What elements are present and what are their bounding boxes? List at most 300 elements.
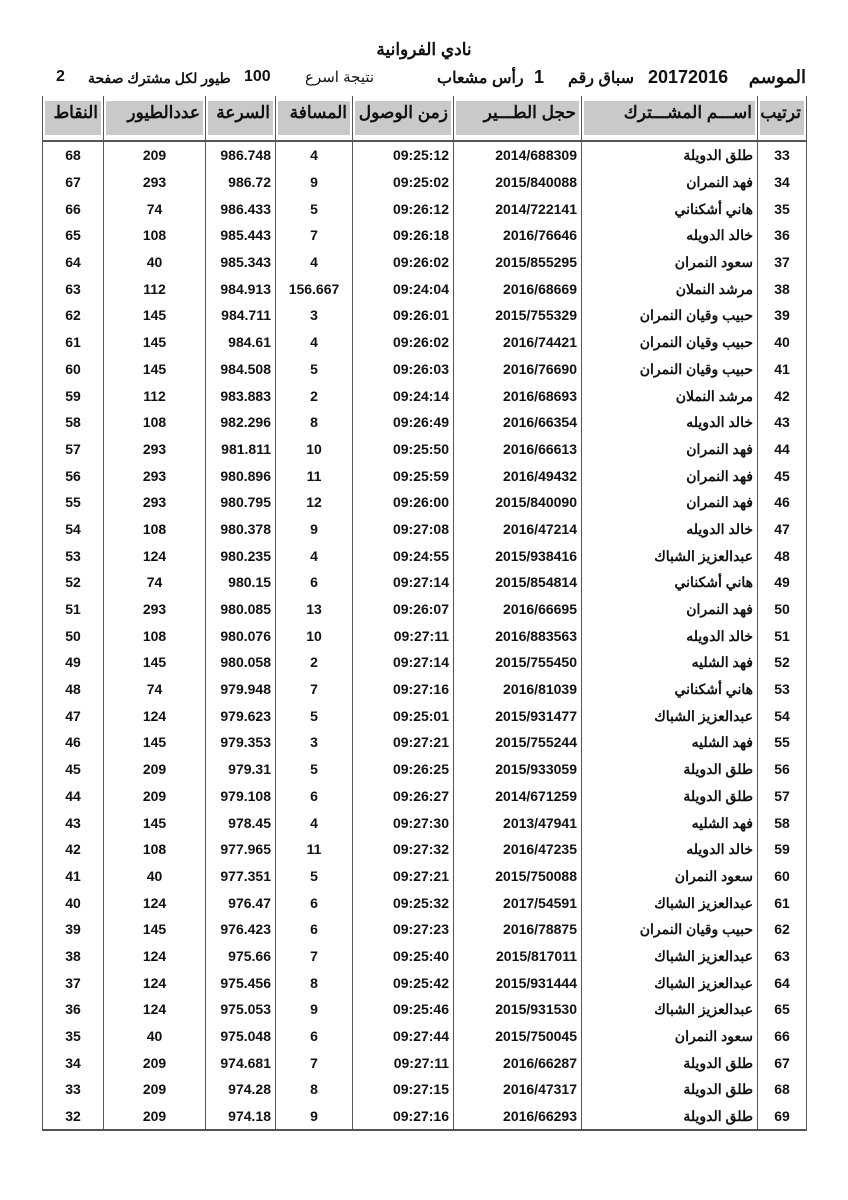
- cell-points: 34: [43, 1049, 104, 1076]
- cell-name: عبدالعزيز الشباك: [582, 542, 758, 569]
- col-speed: السرعة: [206, 96, 276, 141]
- cell-time: 09:24:55: [353, 542, 454, 569]
- cell-distance: 13: [276, 596, 353, 623]
- cell-speed: 979.108: [206, 783, 276, 810]
- cell-ring: 2014/671259: [454, 783, 582, 810]
- cell-name: مرشد النملان: [582, 382, 758, 409]
- cell-distance: 3: [276, 302, 353, 329]
- cell-speed: 978.45: [206, 809, 276, 836]
- cell-name: عبدالعزيز الشباك: [582, 889, 758, 916]
- cell-distance: 5: [276, 756, 353, 783]
- table-row: [43, 436, 807, 463]
- cell-time: 09:27:14: [353, 569, 454, 596]
- cell-birds: 209: [104, 141, 206, 169]
- cell-time: 09:26:07: [353, 596, 454, 623]
- cell-rank: 33: [758, 141, 807, 169]
- cell-ring: 2016/66695: [454, 596, 582, 623]
- cell-points: 36: [43, 996, 104, 1023]
- cell-birds: 112: [104, 275, 206, 302]
- cell-rank: 41: [758, 356, 807, 383]
- cell-birds: 40: [104, 863, 206, 890]
- table-row: [43, 622, 807, 649]
- cell-rank: 56: [758, 756, 807, 783]
- cell-time: 09:27:16: [353, 1103, 454, 1131]
- cell-birds: 293: [104, 436, 206, 463]
- cell-distance: 6: [276, 569, 353, 596]
- table-row: [43, 783, 807, 810]
- cell-ring: 2016/81039: [454, 676, 582, 703]
- cell-time: 09:26:27: [353, 783, 454, 810]
- cell-distance: 156.667: [276, 275, 353, 302]
- cell-distance: 2: [276, 649, 353, 676]
- cell-name: حبيب وقيان النمران: [582, 916, 758, 943]
- cell-time: 09:27:21: [353, 729, 454, 756]
- cell-birds: 74: [104, 676, 206, 703]
- cell-ring: 2015/938416: [454, 542, 582, 569]
- cell-name: خالد الدويله: [582, 409, 758, 436]
- cell-ring: 2015/931444: [454, 969, 582, 996]
- cell-points: 51: [43, 596, 104, 623]
- cell-name: طلق الدويلة: [582, 783, 758, 810]
- birds-count: 100: [244, 68, 271, 85]
- table-row: [43, 863, 807, 890]
- cell-distance: 4: [276, 542, 353, 569]
- cell-speed: 984.508: [206, 356, 276, 383]
- cell-name: عبدالعزيز الشباك: [582, 969, 758, 996]
- cell-points: 38: [43, 943, 104, 970]
- cell-ring: 2016/66613: [454, 436, 582, 463]
- table-row: [43, 1076, 807, 1103]
- cell-points: 58: [43, 409, 104, 436]
- table-row: [43, 542, 807, 569]
- cell-distance: 11: [276, 836, 353, 863]
- cell-speed: 977.965: [206, 836, 276, 863]
- cell-time: 09:27:21: [353, 863, 454, 890]
- cell-distance: 8: [276, 969, 353, 996]
- cell-time: 09:27:23: [353, 916, 454, 943]
- cell-rank: 57: [758, 783, 807, 810]
- cell-ring: 2015/933059: [454, 756, 582, 783]
- cell-rank: 69: [758, 1103, 807, 1131]
- col-distance: المسافة: [276, 96, 353, 141]
- table-row: [43, 676, 807, 703]
- race-label: سباق رقم: [568, 70, 634, 87]
- cell-rank: 59: [758, 836, 807, 863]
- cell-birds: 124: [104, 996, 206, 1023]
- cell-time: 09:27:14: [353, 649, 454, 676]
- cell-ring: 2015/840088: [454, 169, 582, 196]
- cell-points: 63: [43, 275, 104, 302]
- cell-speed: 974.681: [206, 1049, 276, 1076]
- cell-time: 09:26:18: [353, 222, 454, 249]
- cell-speed: 979.623: [206, 702, 276, 729]
- table-row: [43, 409, 807, 436]
- cell-ring: 2015/840090: [454, 489, 582, 516]
- cell-time: 09:26:25: [353, 756, 454, 783]
- cell-birds: 124: [104, 702, 206, 729]
- cell-rank: 35: [758, 195, 807, 222]
- cell-name: حبيب وقيان النمران: [582, 302, 758, 329]
- cell-speed: 980.058: [206, 649, 276, 676]
- cell-speed: 975.048: [206, 1023, 276, 1050]
- cell-distance: 6: [276, 889, 353, 916]
- cell-time: 09:26:49: [353, 409, 454, 436]
- cell-birds: 108: [104, 622, 206, 649]
- cell-birds: 124: [104, 542, 206, 569]
- cell-birds: 108: [104, 836, 206, 863]
- cell-rank: 48: [758, 542, 807, 569]
- cell-ring: 2015/755450: [454, 649, 582, 676]
- cell-birds: 74: [104, 195, 206, 222]
- cell-rank: 51: [758, 622, 807, 649]
- cell-ring: 2015/755329: [454, 302, 582, 329]
- cell-name: حبيب وقيان النمران: [582, 356, 758, 383]
- cell-distance: 5: [276, 356, 353, 383]
- cell-birds: 145: [104, 729, 206, 756]
- cell-birds: 209: [104, 1076, 206, 1103]
- table-row: [43, 996, 807, 1023]
- table-row: [43, 649, 807, 676]
- cell-points: 43: [43, 809, 104, 836]
- cell-distance: 7: [276, 676, 353, 703]
- cell-time: 09:26:01: [353, 302, 454, 329]
- cell-birds: 209: [104, 1103, 206, 1131]
- cell-speed: 983.883: [206, 382, 276, 409]
- cell-rank: 49: [758, 569, 807, 596]
- cell-points: 65: [43, 222, 104, 249]
- cell-speed: 980.15: [206, 569, 276, 596]
- cell-ring: 2015/931530: [454, 996, 582, 1023]
- cell-points: 40: [43, 889, 104, 916]
- cell-name: عبدالعزيز الشباك: [582, 702, 758, 729]
- cell-birds: 145: [104, 916, 206, 943]
- cell-speed: 975.66: [206, 943, 276, 970]
- table-row: [43, 169, 807, 196]
- cell-rank: 60: [758, 863, 807, 890]
- cell-rank: 43: [758, 409, 807, 436]
- cell-time: 09:25:12: [353, 141, 454, 169]
- cell-birds: 209: [104, 1049, 206, 1076]
- cell-time: 09:24:04: [353, 275, 454, 302]
- cell-rank: 37: [758, 249, 807, 276]
- cell-speed: 979.353: [206, 729, 276, 756]
- cell-speed: 979.31: [206, 756, 276, 783]
- cell-distance: 4: [276, 249, 353, 276]
- cell-rank: 38: [758, 275, 807, 302]
- table-row: [43, 1103, 807, 1131]
- cell-points: 61: [43, 329, 104, 356]
- cell-name: هاني أشكناني: [582, 676, 758, 703]
- cell-rank: 65: [758, 996, 807, 1023]
- cell-distance: 10: [276, 436, 353, 463]
- cell-name: عبدالعزيز الشباك: [582, 943, 758, 970]
- table-row: [43, 302, 807, 329]
- cell-ring: 2016/883563: [454, 622, 582, 649]
- cell-birds: 124: [104, 943, 206, 970]
- cell-name: فهد الشليه: [582, 649, 758, 676]
- cell-speed: 974.18: [206, 1103, 276, 1131]
- table-row: [43, 249, 807, 276]
- cell-rank: 34: [758, 169, 807, 196]
- cell-ring: 2016/66354: [454, 409, 582, 436]
- table-row: [43, 569, 807, 596]
- cell-distance: 8: [276, 409, 353, 436]
- cell-time: 09:27:08: [353, 516, 454, 543]
- cell-ring: 2016/68693: [454, 382, 582, 409]
- cell-rank: 67: [758, 1049, 807, 1076]
- cell-ring: 2014/688309: [454, 141, 582, 169]
- cell-speed: 986.72: [206, 169, 276, 196]
- cell-name: فهد النمران: [582, 596, 758, 623]
- cell-rank: 55: [758, 729, 807, 756]
- cell-distance: 9: [276, 996, 353, 1023]
- cell-rank: 52: [758, 649, 807, 676]
- cell-speed: 984.913: [206, 275, 276, 302]
- cell-name: طلق الدويلة: [582, 141, 758, 169]
- cell-time: 09:25:01: [353, 702, 454, 729]
- cell-rank: 46: [758, 489, 807, 516]
- cell-distance: 4: [276, 809, 353, 836]
- cell-ring: 2016/47214: [454, 516, 582, 543]
- cell-distance: 11: [276, 462, 353, 489]
- cell-points: 57: [43, 436, 104, 463]
- cell-points: 53: [43, 542, 104, 569]
- cell-time: 09:26:00: [353, 489, 454, 516]
- cell-ring: 2013/47941: [454, 809, 582, 836]
- table-row: [43, 702, 807, 729]
- cell-distance: 9: [276, 516, 353, 543]
- cell-name: طلق الدويلة: [582, 1076, 758, 1103]
- cell-distance: 4: [276, 141, 353, 169]
- cell-time: 09:25:02: [353, 169, 454, 196]
- cell-points: 60: [43, 356, 104, 383]
- cell-time: 09:27:32: [353, 836, 454, 863]
- cell-time: 09:27:11: [353, 622, 454, 649]
- cell-points: 68: [43, 141, 104, 169]
- cell-rank: 50: [758, 596, 807, 623]
- cell-birds: 145: [104, 809, 206, 836]
- table-row: [43, 889, 807, 916]
- cell-time: 09:25:50: [353, 436, 454, 463]
- cell-birds: 124: [104, 889, 206, 916]
- cell-time: 09:25:40: [353, 943, 454, 970]
- cell-birds: 108: [104, 409, 206, 436]
- table-row: [43, 382, 807, 409]
- cell-speed: 981.811: [206, 436, 276, 463]
- cell-birds: 40: [104, 1023, 206, 1050]
- cell-distance: 5: [276, 702, 353, 729]
- cell-ring: 2016/78875: [454, 916, 582, 943]
- table-row: [43, 329, 807, 356]
- cell-name: سعود النمران: [582, 1023, 758, 1050]
- cell-birds: 209: [104, 756, 206, 783]
- table-row: [43, 1049, 807, 1076]
- cell-name: مرشد النملان: [582, 275, 758, 302]
- table-row: [43, 275, 807, 302]
- cell-points: 39: [43, 916, 104, 943]
- cell-name: خالد الدويله: [582, 836, 758, 863]
- cell-ring: 2015/931477: [454, 702, 582, 729]
- table-header-row: [43, 96, 807, 141]
- cell-ring: 2015/750045: [454, 1023, 582, 1050]
- cell-speed: 985.343: [206, 249, 276, 276]
- table-row: [43, 222, 807, 249]
- cell-points: 47: [43, 702, 104, 729]
- cell-ring: 2017/54591: [454, 889, 582, 916]
- cell-name: طلق الدويلة: [582, 1103, 758, 1131]
- cell-rank: 42: [758, 382, 807, 409]
- cell-distance: 6: [276, 783, 353, 810]
- cell-birds: 145: [104, 356, 206, 383]
- col-name: اســـم المشـــترك: [582, 96, 758, 141]
- table-row: [43, 836, 807, 863]
- cell-name: هاني أشكناني: [582, 195, 758, 222]
- cell-distance: 5: [276, 195, 353, 222]
- cell-speed: 986.748: [206, 141, 276, 169]
- season-label: الموسم: [748, 67, 806, 87]
- cell-ring: 2015/750088: [454, 863, 582, 890]
- cell-speed: 976.423: [206, 916, 276, 943]
- cell-points: 41: [43, 863, 104, 890]
- cell-points: 37: [43, 969, 104, 996]
- cell-rank: 45: [758, 462, 807, 489]
- cell-speed: 974.28: [206, 1076, 276, 1103]
- cell-time: 09:26:03: [353, 356, 454, 383]
- table-row: [43, 516, 807, 543]
- col-rank: ترتيب: [758, 96, 807, 141]
- cell-points: 48: [43, 676, 104, 703]
- table-row: [43, 969, 807, 996]
- cell-rank: 63: [758, 943, 807, 970]
- cell-rank: 54: [758, 702, 807, 729]
- cell-ring: 2016/49432: [454, 462, 582, 489]
- cell-speed: 984.61: [206, 329, 276, 356]
- cell-points: 35: [43, 1023, 104, 1050]
- cell-ring: 2015/854814: [454, 569, 582, 596]
- cell-distance: 2: [276, 382, 353, 409]
- cell-name: فهد النمران: [582, 436, 758, 463]
- cell-distance: 10: [276, 622, 353, 649]
- cell-points: 42: [43, 836, 104, 863]
- cell-time: 09:25:32: [353, 889, 454, 916]
- table-row: [43, 1023, 807, 1050]
- cell-rank: 68: [758, 1076, 807, 1103]
- cell-speed: 980.085: [206, 596, 276, 623]
- cell-birds: 293: [104, 596, 206, 623]
- cell-points: 59: [43, 382, 104, 409]
- cell-birds: 124: [104, 969, 206, 996]
- cell-distance: 6: [276, 1023, 353, 1050]
- cell-name: خالد الدويله: [582, 516, 758, 543]
- cell-speed: 985.443: [206, 222, 276, 249]
- cell-ring: 2016/47235: [454, 836, 582, 863]
- cell-speed: 980.076: [206, 622, 276, 649]
- cell-speed: 975.053: [206, 996, 276, 1023]
- cell-ring: 2016/66287: [454, 1049, 582, 1076]
- cell-distance: 4: [276, 329, 353, 356]
- cell-rank: 47: [758, 516, 807, 543]
- cell-birds: 293: [104, 462, 206, 489]
- table-row: [43, 943, 807, 970]
- cell-name: فهد النمران: [582, 462, 758, 489]
- cell-speed: 980.795: [206, 489, 276, 516]
- cell-time: 09:25:42: [353, 969, 454, 996]
- cell-speed: 980.378: [206, 516, 276, 543]
- col-time: زمن الوصول: [353, 96, 454, 141]
- cell-name: خالد الدويله: [582, 222, 758, 249]
- cell-name: حبيب وقيان النمران: [582, 329, 758, 356]
- table-row: [43, 809, 807, 836]
- cell-time: 09:26:02: [353, 329, 454, 356]
- cell-ring: 2016/47317: [454, 1076, 582, 1103]
- table-row: [43, 729, 807, 756]
- table-row: [43, 596, 807, 623]
- cell-distance: 6: [276, 916, 353, 943]
- cell-time: 09:27:11: [353, 1049, 454, 1076]
- cell-rank: 62: [758, 916, 807, 943]
- cell-ring: 2015/855295: [454, 249, 582, 276]
- cell-points: 32: [43, 1103, 104, 1131]
- result-label: نتيجة اسرع: [305, 69, 375, 86]
- cell-birds: 145: [104, 329, 206, 356]
- cell-speed: 976.47: [206, 889, 276, 916]
- table-row: [43, 916, 807, 943]
- cell-distance: 9: [276, 169, 353, 196]
- cell-distance: 9: [276, 1103, 353, 1131]
- page-label: طيور لكل مشترك صفحة: [88, 70, 231, 86]
- cell-points: 46: [43, 729, 104, 756]
- race-number: 1: [534, 67, 545, 87]
- cell-ring: 2016/66293: [454, 1103, 582, 1131]
- cell-birds: 293: [104, 169, 206, 196]
- cell-birds: 74: [104, 569, 206, 596]
- cell-ring: 2015/817011: [454, 943, 582, 970]
- cell-name: خالد الدويله: [582, 622, 758, 649]
- table-row: [43, 756, 807, 783]
- cell-points: 44: [43, 783, 104, 810]
- cell-speed: 986.433: [206, 195, 276, 222]
- cell-points: 55: [43, 489, 104, 516]
- cell-birds: 40: [104, 249, 206, 276]
- table-row: [43, 489, 807, 516]
- col-points: النقاط: [43, 96, 104, 141]
- cell-points: 67: [43, 169, 104, 196]
- table-row: [43, 462, 807, 489]
- table-row: [43, 356, 807, 383]
- cell-points: 64: [43, 249, 104, 276]
- cell-distance: 7: [276, 222, 353, 249]
- cell-name: فهد النمران: [582, 489, 758, 516]
- cell-speed: 977.351: [206, 863, 276, 890]
- cell-time: 09:24:14: [353, 382, 454, 409]
- cell-time: 09:26:12: [353, 195, 454, 222]
- cell-ring: 2016/76646: [454, 222, 582, 249]
- cell-ring: 2016/68669: [454, 275, 582, 302]
- cell-name: فهد الشليه: [582, 729, 758, 756]
- cell-birds: 108: [104, 222, 206, 249]
- race-location: رأس مشعاب: [437, 70, 524, 87]
- cell-ring: 2016/76690: [454, 356, 582, 383]
- cell-distance: 7: [276, 943, 353, 970]
- cell-speed: 982.296: [206, 409, 276, 436]
- cell-rank: 39: [758, 302, 807, 329]
- cell-name: فهد النمران: [582, 169, 758, 196]
- cell-time: 09:27:30: [353, 809, 454, 836]
- cell-birds: 112: [104, 382, 206, 409]
- table-row: [43, 141, 807, 169]
- cell-rank: 66: [758, 1023, 807, 1050]
- cell-rank: 40: [758, 329, 807, 356]
